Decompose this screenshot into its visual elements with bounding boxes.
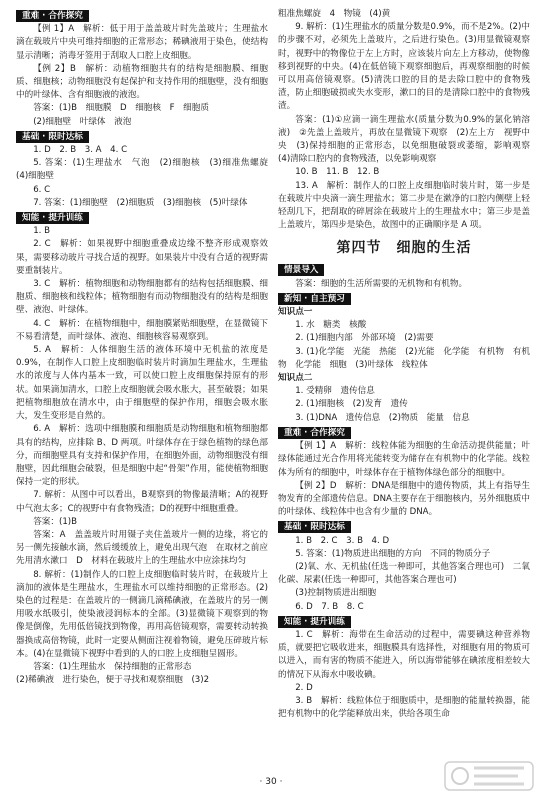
answer-line: (2)稀碘液 进行染色，便于寻找和观察细胞 (3)2 bbox=[16, 675, 210, 686]
section-header-intro: 情景导入 bbox=[278, 264, 324, 276]
answer-line: 7. 答案：(1)细胞壁 (2)细胞质 (3)细胞核 (5)叶绿体 bbox=[33, 197, 248, 208]
answer-line: 答案：细胞的生活所需要的无机物和有机物。 bbox=[295, 278, 468, 289]
answer-line: 2. (1)细胞核 (2)发育 遗传 bbox=[295, 399, 408, 410]
answer-line: 1. 受精卵 遗传信息 bbox=[295, 386, 375, 397]
section-header-improvement: 知能 · 提升训练 bbox=[16, 212, 89, 224]
section-header-key-points: 重难 · 合作探究 bbox=[278, 427, 351, 439]
answer-line: 6. C bbox=[33, 184, 51, 195]
answer-line: 1. 水 糖类 核酸 bbox=[295, 320, 367, 331]
answer-line: 3. B 解析：线粒体位于细胞质中，是细胞的能量转换器，能把有机物中的化学能释放出来，供给各项生命 bbox=[278, 695, 530, 720]
answer-line: 1. B 2. C 3. B 4. D bbox=[295, 535, 390, 546]
answer-line: 2. D bbox=[295, 682, 313, 693]
section-header-improvement: 知能 · 提升训练 bbox=[278, 616, 351, 628]
chapter-title: 第四节 细胞的生活 bbox=[336, 240, 472, 257]
answer-line: (2)细胞壁 叶绿体 液泡 bbox=[33, 116, 132, 127]
section-header-preview: 新知 · 自主预习 bbox=[278, 293, 351, 305]
answer-line: 10. B 11. B 12. B bbox=[295, 167, 380, 178]
answer-line: 3. (1)DNA 遗传信息 (2)物质 能量 信息 bbox=[295, 412, 470, 423]
right-column bbox=[278, 8, 539, 721]
answer-line: 13. A 解析：制作人的口腔上皮细胞临时装片时，第一步是在载玻片中央滴一滴生理盐水；第二步是在漱净的口腔内侧壁上轻轻刮几下，把刮取的碎屑涂在载玻片上的生理盐水中；第三步是盖上盖玻片，第四步是染色，故图中的正确顺序是 A 项。 bbox=[278, 180, 530, 231]
section-header-basic-drill: 基础 · 限时达标 bbox=[16, 131, 89, 143]
answer-line: 答案：A 盖盖玻片时用镊子夹住盖玻片一侧的边缘，将它的另一侧先接触水滴，然后缓缓放上，避免出现气泡 在取材之前应先用清水漱口 D 材料在载玻片上的生理盐水中应涂抹均匀 bbox=[16, 529, 268, 567]
answer-line: 7. 解析：从图中可以看出，B观察到的物像最清晰；A的视野中气泡太多；C的视野中有食物残渣；D的视野中细胞重叠。 bbox=[16, 490, 268, 514]
answer-line: 4. C 解析：在植物细胞中，细胞膜紧贴细胞壁，在显微镜下不易看清楚，而叶绿体、液泡、细胞核容易观察到。 bbox=[16, 318, 268, 342]
example-1: 【例 1】A 解析：线粒体能为细胞的生命活动提供能量；叶绿体能通过光合作用将光能转变为储存在有机物中的化学能。线粒体为所有的细胞中，叶绿体存在于植物体绿色部分的细胞中。 bbox=[278, 441, 530, 478]
answer-line: 答案：(1)①应滴一滴生理盐水(质量分数为0.9%的氯化钠溶液) ②先盖上盖玻片，再放在显微镜下观察 (2)左上方 视野中央 (3)保持细胞的正常形态，以免细胞破裂或萎缩，影响观察 (4)清除口腔内的食物残渣，以免影响观察 bbox=[278, 114, 539, 165]
section-header-key-points: 重难 · 合作探究 bbox=[16, 10, 89, 22]
answer-line: 答案：(1)生理盐水 保持细胞的正常形态 bbox=[33, 661, 192, 672]
answer-line: 5. A 解析：人体细胞生活的液体环境中无机盐的浓度是0.9%，在制作人口腔上皮细胞临时装片时滴加生理盐水，生理盐水的浓度与人体内基本一致，可以使口腔上皮细胞保持原有的形状。如果滴加清水，口腔上皮细胞就会吸水胀大，甚至破裂；如果把植物细胞放在清水中，由于细胞壁的保护作用，细胞会吸水胀大，发生变形是自然的。 bbox=[16, 345, 268, 422]
answer-line: (2)氧、水、无机盐(任选一种即可，其他答案合理也可) 二氧化碳、尿素(任选一种即可，其他答案合理也可) bbox=[278, 561, 530, 586]
answer-line: 粗准焦螺旋 4 物镜 (4)黄 bbox=[278, 9, 391, 19]
answer-line: 2. (1)细胞内部 外部环境 (2)需要 bbox=[295, 333, 434, 344]
answer-line: 3. (1)化学能 光能 热能 (2)光能 化学能 有机物 有机物 化学能 细胞 (3)叶绿体 线粒体 bbox=[278, 346, 530, 370]
knowledge-point-2: 知识点二 bbox=[278, 373, 313, 384]
answer-line: 9. 解析：(1)生理盐水的质量分数是0.9%，而不是2%。(2)中的步骤不对，必须先上盖玻片，之后进行染色。(3)用显微镜观察时，视野中的物像位于左上方时，应该装片向左上方移动，使物像移到视野的中央。(4)在低倍镜下观察细胞后，再观察细胞的时候可以用高倍镜观察。(5)清洗口腔的目的是去除口腔中的食物残渣，防止细胞破损或失水变形，漱口的目的是清除口腔中的食物残渣。 bbox=[278, 22, 530, 112]
answer-line: 6. D 7. B 8. C bbox=[295, 601, 364, 612]
answer-line: 1. C 解析：海带在生命活动的过程中，需要碘这种营养物质，就要把它吸收进来，细胞膜具有选择性，对细胞有用的物质可以进入，而有害的物质不能进入，所以海带能够在碘浓度相差较大的情况下从海水中吸收碘。 bbox=[278, 629, 530, 680]
page-number: · 30 · bbox=[259, 777, 283, 787]
left-column bbox=[16, 8, 277, 687]
example-2: 【例 2】B 解析：动植物细胞共有的结构是细胞膜、细胞质、细胞核；动物细胞没有起保护和支持作用的细胞壁，没有细胞中的叶绿体、含有细胞液的液泡。 bbox=[16, 63, 268, 101]
example-2: 【例 2】D 解析：DNA是细胞中的遗传物质，其上有指导生物发育的全部遗传信息。DNA主要存在于细胞核内，另外细胞质中的叶绿体、线粒体中也含有少量的 DNA。 bbox=[278, 480, 530, 518]
section-header-basic-drill: 基础 · 限时达标 bbox=[278, 521, 351, 533]
answer-line: 2. C 解析：如果视野中细胞重叠成边缘不整齐形成观察效果，需要移动玻片寻找合适的视野。如果装片中没有合适的视野需要重制装片。 bbox=[16, 239, 268, 276]
answer-line: (3)控制物质进出细胞 bbox=[295, 588, 377, 599]
answer-line: 1. B bbox=[33, 226, 51, 237]
watermark-logo bbox=[444, 758, 534, 794]
answer-line: 5. 答案：(1)物质进出细胞的方向 不同的物质分子 bbox=[295, 548, 491, 559]
answer-line: 答案：(1)B 细胞膜 D 细胞核 F 细胞质 bbox=[33, 103, 209, 114]
answer-line: 8. 解析：(1)制作人的口腔上皮细胞临时装片时，在载玻片上滴加的液体是生理盐水，生理盐水可以维持细胞的正常形态。(2)染色的过程是：在盖玻片的一侧滴几滴稀碘液，在盖玻片的另一侧用吸水纸吸引，使染液浸润标本的全部。(3)显微镜下观察到的物像是倒像，先用低倍镜找到物像，再用高倍镜观察，需要转动转换器换成高倍物镜，此时一定要从侧面注视着物镜，避免压碎玻片标本。(4)在显微镜下视野中看到的人的口腔上皮细胞呈圆形。 bbox=[16, 569, 268, 659]
answer-line: 5. 答案：(1)生理盐水 气泡 (2)细胞核 (3)细准焦螺旋 (4)细胞壁 bbox=[16, 158, 277, 182]
answer-line: 1. D 2. B 3. A 4. C bbox=[33, 145, 128, 156]
answer-line: 3. C 解析：植物细胞和动物细胞都有的结构包括细胞膜、细胞质、细胞核和线粒体；植物细胞有而动物细胞没有的结构是细胞壁、液泡、叶绿体。 bbox=[16, 279, 268, 316]
answer-line: 答案：(1)B bbox=[33, 516, 78, 527]
answer-line: 6. A 解析：选项中细胞膜和细胞质是动物细胞和植物细胞都具有的结构，应排除 B、D 两项。叶绿体存在于绿色植物的绿色部分，而细胞壁具有支持和保护作用，在细胞外面，动物细胞没有细胞壁，因此细胞会破裂，但是细胞中起“骨架”作用，能使植物细胞保持一定的形状。 bbox=[16, 424, 268, 488]
example-1: 【例 1】A 解析：低于用于盖盖玻片时先盖玻片；生理盐水滴在载玻片中央可维持细胞的正常形态；稀碘液用于染色，使结构显示清晰；消毒牙签用于刮取人口腔上皮细胞。 bbox=[16, 24, 268, 61]
knowledge-point-1: 知识点一 bbox=[278, 307, 313, 318]
